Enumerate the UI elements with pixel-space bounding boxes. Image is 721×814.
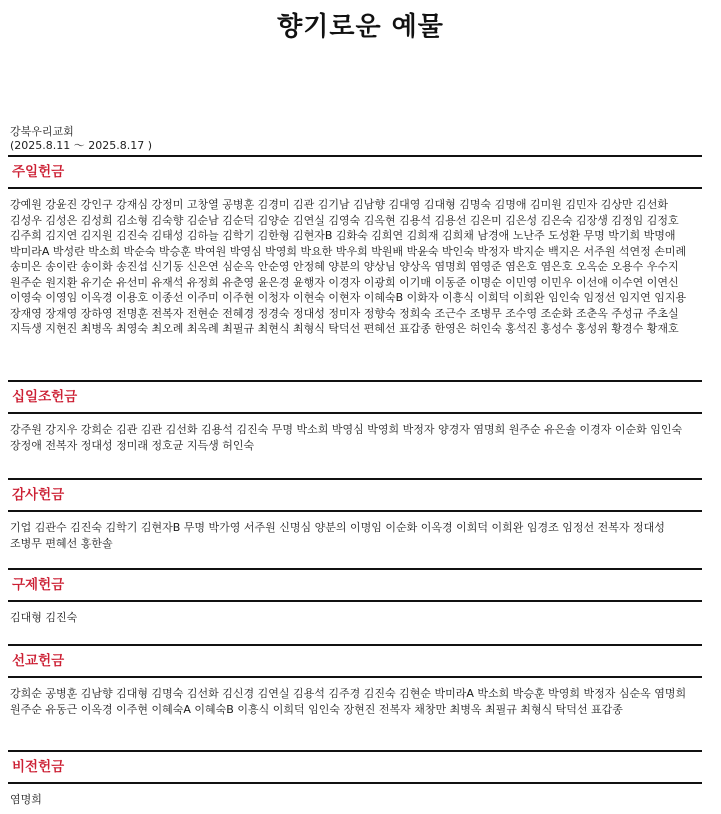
- section-vision-offering: [8, 750, 702, 814]
- donor-names: 강희순 공병훈 김남향 김대형 김명숙 김선화 김신경 김연실 김용석 김주경 김진숙 김현순 박미라A 박소희 박승훈 박영희 박정자 심순옥 염명희 원주순 유동근 이옥경 이주현 이혜숙A 이혜숙B 이흥식 이희덕 임인숙 장현진 전복자 채창만 최병옥 최필규 최형식 탁덕선 표갑종: [10, 687, 687, 716]
- section-heading: 비전헌금: [8, 750, 702, 784]
- church-name: 강북우리교회: [10, 125, 74, 138]
- section-heading: 구제헌금: [8, 568, 702, 602]
- section-heading: 선교헌금: [8, 644, 702, 678]
- section-sunday-offering: [8, 155, 702, 380]
- donor-names: 강예원 강윤진 강인구 강재심 강정미 고창열 공병훈 김경미 김관 김기남 김남향 김대영 김대형 김명숙 김명애 김미원 김민자 김상만 김선화 김성우 김성은 김성희 김소형 김숙향 김순남 김순덕 김양순 김연실 김영숙 김옥현 김용석 김용선 김은미 김은성 김은숙 김장생 김정임 김정호 김주희 김지연 김지원 김진숙 김태성 김하늘 김학기 김한형 김현자B 김화숙 김희연 김희재 김희채 남경애 노난주 도성환 무명 박기희 박명애 박미라A 박성란 박소희 박순숙 박승훈 박여원 박영심 박영희 박요한 박우희 박원배 박윤숙 박인숙 박정자 박지순 백지은 서주원 석연정 손미례 송미은 송이란 송이화 송진섭 신기동 신은연 심순옥 안순영 안정혜 양분의 양상님 양상옥 염명희 염영준 염은호 염은호 오옥순 오용수 우수지 원주순 원지환 유기순 유선미 유재석 유정희 유춘영 윤은경 윤행자 이경자 이광희 이기매 이동준 이명순 이민영 이민우 이선애 이수연 이연신 이영숙 이영임 이옥경 이용호 이종선 이주미 이주현 이청자 이현숙 이현자 이혜숙B 이화자 이흥식 이희덕 이희완 임인숙 임정선 임지연 임지용 장재영 장재영 장하영 전명훈 전복자 전현순 전혜경 정경숙 정대성 정미자 정향숙 정희숙 조근수 조병무 조수영 조순화 조춘옥 주성규 주초실 지득생 지현진 최병옥 최영숙 최오례 최옥례 최필규 최현식 최형식 탁덕선 편혜선 표갑종 한영은 허인숙 홍석진 홍성수 홍성위 황경수 황재호: [10, 198, 687, 335]
- page-title: 향기로운 예물: [277, 12, 444, 42]
- church-info: [10, 125, 152, 153]
- donor-names: 염명희: [10, 793, 42, 806]
- section-mission-offering: [8, 644, 702, 750]
- donor-names: 강주원 강지우 강희순 김관 김관 김선화 김용석 김진숙 무명 박소희 박영심 박영희 박정자 양경자 염명희 원주순 유은솔 이경자 이순화 임인숙 장정애 전복자 정대성 정미래 정호균 지득생 허인숙: [10, 423, 683, 452]
- section-heading: 감사헌금: [8, 478, 702, 512]
- donor-names: 김대형 김진숙: [10, 611, 78, 624]
- section-heading: 주일헌금: [8, 155, 702, 189]
- section-tithe-offering: [8, 380, 702, 478]
- date-range: (2025.8.11 ～ 2025.8.17 ): [10, 139, 153, 152]
- section-relief-offering: [8, 568, 702, 644]
- offering-list: [8, 155, 702, 814]
- section-heading: 십일조헌금: [8, 380, 702, 414]
- section-thanksgiving-offering: [8, 478, 702, 568]
- donor-names: 기업 김관수 김진숙 김학기 김현자B 무명 박가영 서주원 신명심 양분의 이명임 이순화 이옥경 이희덕 이희완 임경조 임정선 전복자 정대성 조병무 편혜선 홍한솔: [10, 521, 665, 550]
